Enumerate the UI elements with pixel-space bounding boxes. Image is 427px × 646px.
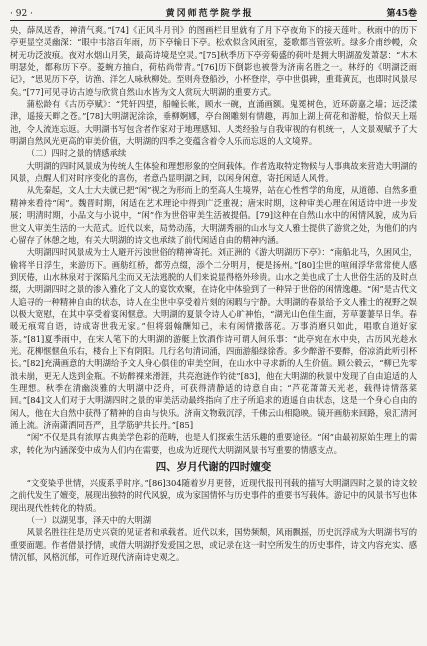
page-number: · 92 · <box>10 9 33 19</box>
page-header <box>10 6 417 21</box>
subsection-heading: （一）以湖见事，泽天中的大明湖 <box>26 515 152 526</box>
paragraph: “文变染乎世情，兴废系乎时序。”[86]304随着岁月更替，近现代报刊刊载的描写大明湖四时之景的诗文较之前代发生了嬗变，展现出独特的时代风貌，成为家国情怀与历史事件的重要书写载体。游记中的风景书写也体现出现代性转化的特质。 <box>10 478 417 513</box>
paragraph: 大明湖四时风景成为士人避开污浊世俗的精神寄托。刘正洲的《游大明湖历下亭》：“南船北马，久困风尘，偷将半日浮生，来游历下。画舫红桥，都劳点缀，添个二分明月，便是扬州。”[80]尘世的喧闹浮华常常使人感到厌倦，山水林泉对于深陷凡尘而又无法逃脱的人们来说显得格外珍贵。山水之美也成了士人世俗生活的及时点缀，大明湖四时之景的渗入雅化了文人的宴饮欢聚，在诗化中体验到了一种异于世俗的闲情逸趣。“闲”是古代文人追寻的一种精神自由的状态，诗人在尘世中享受着片刻的闲暇与宁静。大明湖的春景给予文人雅士的视野之娱以极大宽慰，在其中享受着宴闲惬意。大明湖的夏景令诗人心旷神怡，“湖光山色佳生面，芳草萋萋早日华。春暖无痕莺自语，诗成寄世我无家。”但将弱翰酬知己，未有闲情撒落花。万事消磨只如此，唱歌自道好家茶。”[81]夏季雨中，在宋人笔下的大明湖的游艇上饮酒作诗可谓人间乐事：“此亭宛在水中央，古历风光趁水光。花柳惬惬鱼乐右，楼台上下有阴阳。几行名句清词涌，四面游船绿徐香。多少醉游不要醉，俗凉消此听引杯长。”[82]充满画意的大明湖给予文人身心俱佳的审美空间，在山水中寻求新的人生价值。顾公毅云，“柳已先零浪未崩，更无人迭到金瓶。不妨醉裸来滑涯，共亮泡涟作钓徒”[83]，他在大明湖的秋景中发现了自由追适的人生理想。秋季在清幽淡雅的大明湖中泛舟，可获得清静适的诗意自由；“芦花萧萧天光老，载得诗情落菜回。”[84]文人们对于大明湖四时之景的审美活动最终指向了庄子所追求的逍遥自由状态，这是一个身心自由的闲人，他在大自然中获得了精神的自由与快乐。济南文物载沉浮，千佛云山相隐映。镜开画舫来回路，泉汇清河涌上流。济南潇洒同吾严，且学筋驴共长丹。”[85] <box>10 247 417 430</box>
journal-title: 黄冈师范学院学报 <box>165 9 254 19</box>
paragraph: 大明湖的四时风景成为传统人生体验和理想形象的空间载体。作者选取特定物候与人事典故来营造大明湖的风景，点醒人们对时序变化的喜伤，者意凸显明湖之间，以闲身闲意，寄托闲适人风骨。 <box>10 160 417 184</box>
section-heading: 四、岁月代谢的四时嬗变 <box>155 461 272 474</box>
paragraph: 风景名胜往往是历史兴衰的见证者和承载者。近代以来，国势频颓，风雨飘摇，历史沉浮成为大明湖书写的重要面题。作者借景抒情，或借大明湖抒发爱国之思，或记录在这一时空所发生的历史事件，诗文内容充实、感情沉郁，风格沉郁，可作近现代济南诗史观之。 <box>10 527 417 563</box>
paragraph: 蒲松龄有《古历亭赋》：“凭轩四望，船幢长帐，顾水一碗，直涌画额。鬼冕树色，近环蔚嘉之墙；远泛漾津，遥接天畔之苍。”[78]大明湖泥涂涂，垂柳婀娜，亭台阁雕刻有情趣，再加上湖上荷花和游艇，恰似天上瑶池，令人流连忘返。大明湖书写包含者作家对于地理感知、人类经验与自我审视的有机统一，人文景观赋予了大明湖自然风光更高的审美价值，大明湖的四季之变蕴含着令人乐而忘返的人文境界。 <box>10 99 417 147</box>
paragraph: “闲”不仅是具有浓厚古典美学色彩的范畴，也是人们探索生活乐趣的重要途径。“闲”由最初原始生理上的需求，转化为内涵深变中成为人们内在需要，也成为近现代大明湖风景书写重要的情感支点。 <box>10 432 417 455</box>
paragraph: 从先秦起，文人士大夫就已把“闲”视之为形而上的至高人生境界，站在心性哲学的角度，从道德、自然多重精神来看待“闲”。魏晋时期，闲适在艺术理论中得到广泛重视；唐宋时期，这种审美心理在闲适诗中进一步发展；明清时期，小品文与小说中，“闲”作为世俗审美生活被提倡。[79]这种在自然山水中的闲情风貌，成为后世文人审美生活的一大范式。近代以来，局势动荡，大明湖秀丽的山水与文人雅士提供了游赏之处，为他们的内心留存了休憩之地，有关大明湖的诗文也承续了前代闲适自由的精神内涵。 <box>10 185 417 245</box>
volume-label: 第45卷 <box>386 9 417 19</box>
subsection-heading: （二）四时之景的情感承续 <box>26 148 127 159</box>
paragraph: 央，薛凤送香，神清气爽。”[74]《正风斗月刊》的图画栏目里就有了月下亭夜角下的接天莲叶。秋雨中的历下亭更显空灵幽深：“眼中韦溶百年雨，历下亭输日下亭。松欢似含风雨室，菱歌都当管弦听。绿多介甫纱幔，众树无功泛波痕。夜对水烟山月笑，最高诗境是空灵。”[75]秋季历下亭旁菊盛的荷叶是拥大明湖盈发萧瑟：“木木明瑟处，都称历下亭。菱蜿方抽白，荷枯尚带青。”[76]历下倒影也被誉为济南名胜之一。林纾的《明湖泛雨记》，“思见历下亭，访渔、洋乞人咏秋柳处。至则舟登船沙，小杯登岸，亭中世俱碑，重葺黄瓦，也即时风景尽矣。”[77]可见寻访古迹与欣赏自然山水皆为文人赏玩大明湖的重要方式。 <box>10 25 417 97</box>
article-body <box>10 24 417 563</box>
